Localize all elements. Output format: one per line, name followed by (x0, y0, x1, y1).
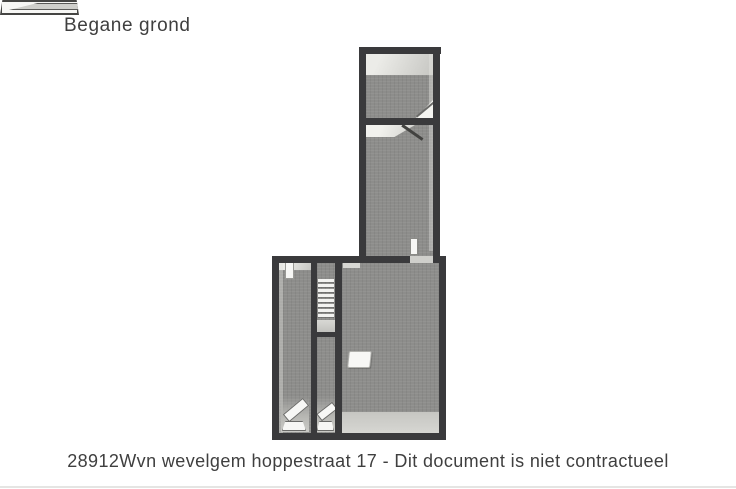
room-long-floor (366, 125, 433, 256)
stair-tread (318, 309, 334, 312)
wall-bottom (272, 433, 446, 440)
stair-tread (318, 299, 334, 302)
hatch-base (317, 421, 334, 431)
floor-plan (0, 0, 736, 15)
front-window (0, 0, 79, 15)
cellar-hatch-hall (317, 396, 335, 432)
wall-hall (335, 263, 342, 433)
hatch-base (282, 421, 306, 431)
wall-right (433, 47, 440, 263)
room-top-wall-face (366, 54, 433, 75)
side-room-wall-face (279, 263, 311, 270)
stair-tread (318, 279, 334, 282)
wall-left (359, 47, 366, 256)
open-door-leaf (410, 238, 418, 255)
wall-right (439, 256, 446, 440)
floor-plan-caption: 28912Wvn wevelgem hoppestraat 17 - Dit document is niet contractueel (67, 451, 669, 471)
stair-tread (318, 284, 334, 287)
under-stair-wall (317, 332, 335, 337)
wall-side-room (311, 263, 317, 433)
cellar-hatch-left (281, 396, 309, 432)
wall-fixture-box (347, 351, 372, 368)
wall-left (272, 256, 279, 440)
window-ledge-strip (342, 412, 439, 433)
stair-tread (318, 289, 334, 292)
bottom-rule (0, 486, 736, 488)
main-room-floor (342, 263, 439, 433)
staircase (317, 279, 335, 319)
front-window-slot (9, 3, 727, 10)
wall-divider (359, 118, 440, 125)
stair-tread (318, 304, 334, 307)
wall-top (359, 47, 441, 54)
page-title: Begane grond (64, 15, 191, 36)
stair-landing (317, 320, 335, 332)
stair-tread (318, 314, 334, 317)
stair-tread (318, 294, 334, 297)
doorway-sill (343, 263, 360, 268)
wall-top-left-segment (272, 256, 410, 263)
front-door (285, 261, 294, 279)
passage-opening (410, 256, 433, 263)
